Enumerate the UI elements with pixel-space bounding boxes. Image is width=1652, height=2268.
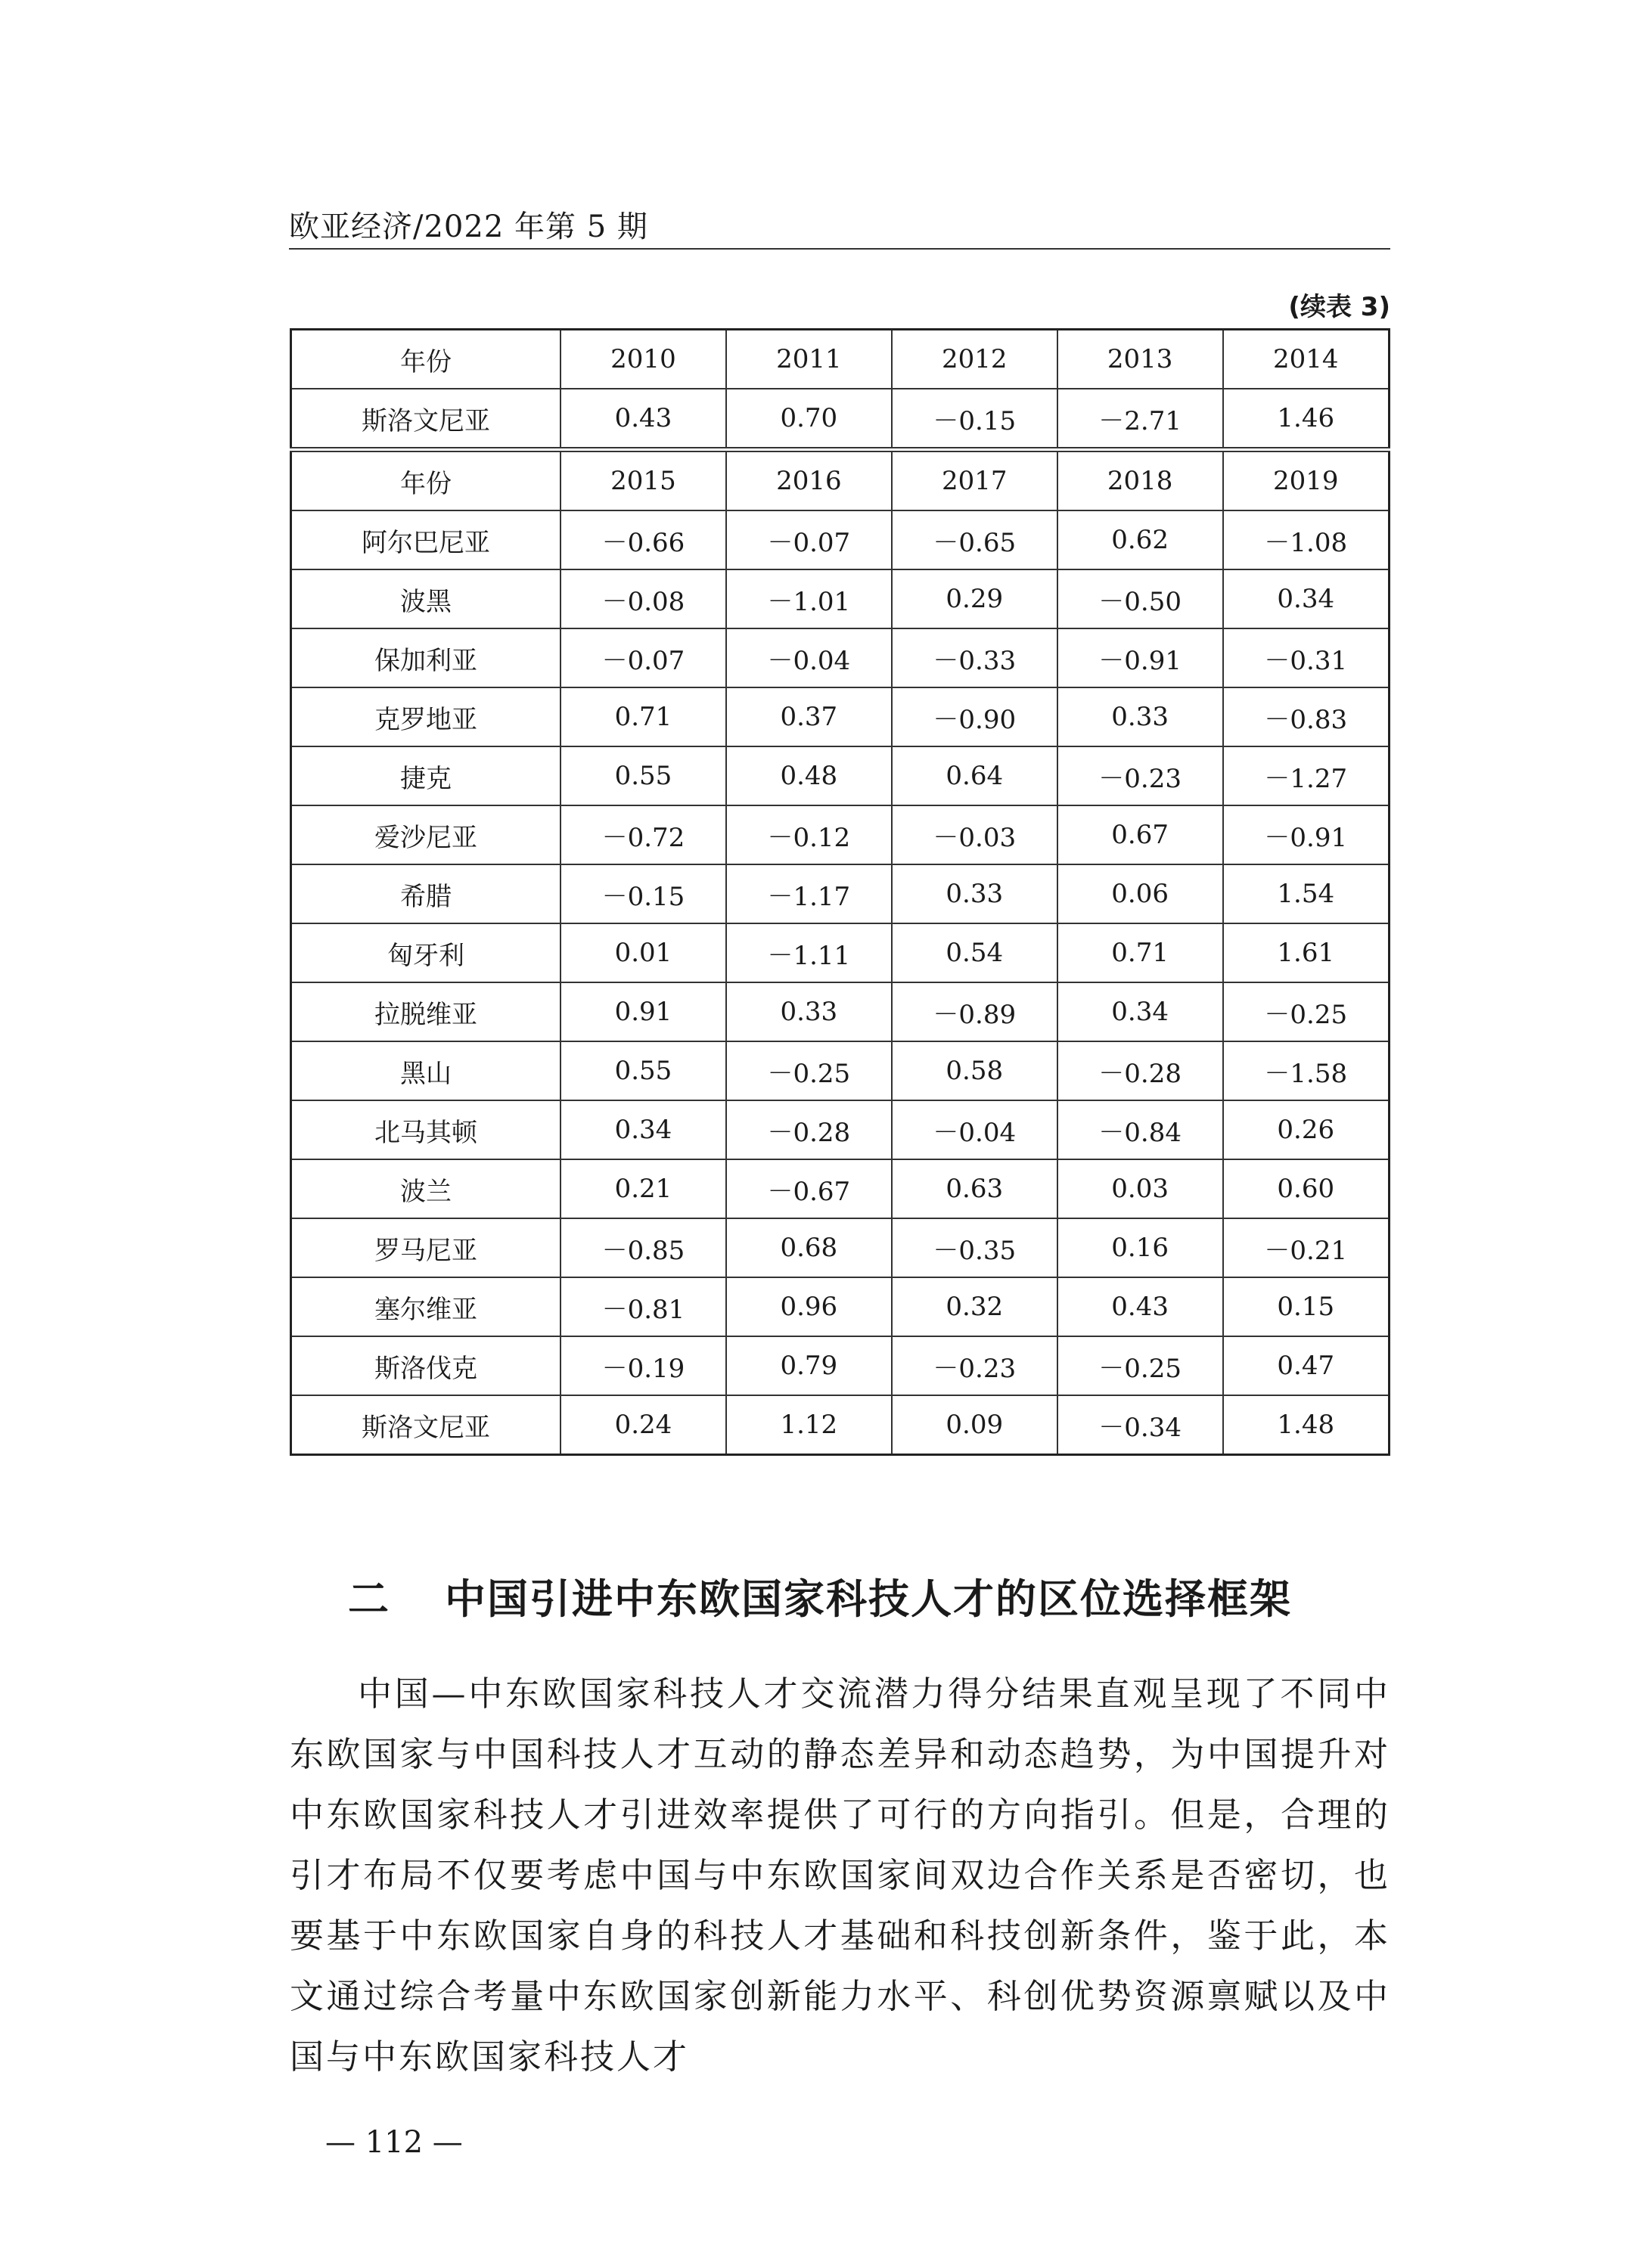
table-row <box>291 1041 1390 1100</box>
value-cell: －0.85 <box>560 1218 726 1277</box>
value-cell: 0.37 <box>726 687 892 746</box>
value-cell: 0.64 <box>892 746 1057 805</box>
value-cell: －0.65 <box>892 510 1057 569</box>
value-cell: －0.72 <box>560 805 726 864</box>
table-row <box>291 510 1390 569</box>
value-cell: －0.07 <box>560 628 726 687</box>
value-cell: 2012 <box>892 330 1057 389</box>
value-cell: 2017 <box>892 450 1057 511</box>
row-label-cell: 年份 <box>291 330 561 389</box>
value-cell: －1.17 <box>726 864 892 923</box>
value-cell: 0.70 <box>726 389 892 450</box>
value-cell: －1.08 <box>1223 510 1390 569</box>
value-cell: －0.34 <box>1057 1395 1223 1455</box>
value-cell: －0.81 <box>560 1277 726 1336</box>
table-row <box>291 1277 1390 1336</box>
value-cell: 1.46 <box>1223 389 1390 450</box>
value-cell: －0.25 <box>1223 982 1390 1041</box>
value-cell: －0.15 <box>560 864 726 923</box>
value-cell: 0.33 <box>726 982 892 1041</box>
value-cell: 0.71 <box>560 687 726 746</box>
value-cell: 2013 <box>1057 330 1223 389</box>
value-cell: －0.23 <box>892 1336 1057 1395</box>
value-cell: 0.16 <box>1057 1218 1223 1277</box>
value-cell: 0.33 <box>1057 687 1223 746</box>
row-label-cell: 斯洛文尼亚 <box>291 389 561 450</box>
row-label-cell: 保加利亚 <box>291 628 561 687</box>
value-cell: 2019 <box>1223 450 1390 511</box>
data-table <box>290 328 1390 1456</box>
row-label-cell: 斯洛伐克 <box>291 1336 561 1395</box>
value-cell: 0.21 <box>560 1159 726 1218</box>
value-cell: －0.07 <box>726 510 892 569</box>
value-cell: －0.08 <box>560 569 726 628</box>
table-row <box>291 805 1390 864</box>
value-cell: －0.91 <box>1057 628 1223 687</box>
row-label-cell: 罗马尼亚 <box>291 1218 561 1277</box>
value-cell: 0.60 <box>1223 1159 1390 1218</box>
value-cell: 1.61 <box>1223 923 1390 982</box>
value-cell: －0.33 <box>892 628 1057 687</box>
value-cell: 0.34 <box>560 1100 726 1159</box>
value-cell: －0.90 <box>892 687 1057 746</box>
value-cell: 0.55 <box>560 746 726 805</box>
section-number: 二 <box>348 1575 390 1623</box>
value-cell: 0.03 <box>1057 1159 1223 1218</box>
table-header-row <box>291 450 1390 511</box>
value-cell: 1.12 <box>726 1395 892 1455</box>
value-cell: 2014 <box>1223 330 1390 389</box>
value-cell: －0.66 <box>560 510 726 569</box>
value-cell: －1.58 <box>1223 1041 1390 1100</box>
row-label-cell: 匈牙利 <box>291 923 561 982</box>
value-cell: －1.01 <box>726 569 892 628</box>
value-cell: 0.54 <box>892 923 1057 982</box>
section-heading <box>348 1567 1292 1625</box>
value-cell: －0.91 <box>1223 805 1390 864</box>
value-cell: 0.79 <box>726 1336 892 1395</box>
row-label-cell: 克罗地亚 <box>291 687 561 746</box>
table-row <box>291 1395 1390 1455</box>
value-cell: －0.25 <box>726 1041 892 1100</box>
section-title: 中国引进中东欧国家科技人才的区位选择框架 <box>445 1575 1292 1623</box>
value-cell: 0.47 <box>1223 1336 1390 1395</box>
table-row <box>291 746 1390 805</box>
table-row <box>291 1159 1390 1218</box>
value-cell: －0.21 <box>1223 1218 1390 1277</box>
value-cell: 0.43 <box>560 389 726 450</box>
table-row <box>291 687 1390 746</box>
value-cell: －0.23 <box>1057 746 1223 805</box>
table-row <box>291 1218 1390 1277</box>
value-cell: 0.09 <box>892 1395 1057 1455</box>
value-cell: 0.01 <box>560 923 726 982</box>
value-cell: 2018 <box>1057 450 1223 511</box>
value-cell: －2.71 <box>1057 389 1223 450</box>
value-cell: 1.54 <box>1223 864 1390 923</box>
row-label-cell: 黑山 <box>291 1041 561 1100</box>
value-cell: 0.55 <box>560 1041 726 1100</box>
table-row <box>291 628 1390 687</box>
table-row <box>291 982 1390 1041</box>
value-cell: 0.26 <box>1223 1100 1390 1159</box>
value-cell: 0.34 <box>1057 982 1223 1041</box>
value-cell: 1.48 <box>1223 1395 1390 1455</box>
table-row <box>291 923 1390 982</box>
row-label-cell: 北马其顿 <box>291 1100 561 1159</box>
row-label-cell: 年份 <box>291 450 561 511</box>
body-paragraph: 中国—中东欧国家科技人才交流潜力得分结果直观呈现了不同中东欧国家与中国科技人才互动的静态差异和动态趋势，为中国提升对中东欧国家科技人才引进效率提供了可行的方向指引。但是，合理的引才布局不仅要考虑中国与中东欧国家间双边合作关系是否密切，也要基于中东欧国家自身的科技人才基础和科技创新条件，鉴于此，本文通过综合考量中东欧国家创新能力水平、科创优势资源禀赋以及中国与中东欧国家科技人才 <box>290 1674 1390 2077</box>
value-cell: －0.83 <box>1223 687 1390 746</box>
value-cell: 0.71 <box>1057 923 1223 982</box>
value-cell: －0.50 <box>1057 569 1223 628</box>
value-cell: 0.15 <box>1223 1277 1390 1336</box>
row-label-cell: 捷克 <box>291 746 561 805</box>
value-cell: －0.31 <box>1223 628 1390 687</box>
value-cell: －0.84 <box>1057 1100 1223 1159</box>
table-row <box>291 389 1390 450</box>
value-cell: 2015 <box>560 450 726 511</box>
value-cell: －0.12 <box>726 805 892 864</box>
value-cell: －0.28 <box>1057 1041 1223 1100</box>
value-cell: 0.68 <box>726 1218 892 1277</box>
value-cell: 0.33 <box>892 864 1057 923</box>
row-label-cell: 波兰 <box>291 1159 561 1218</box>
value-cell: 0.58 <box>892 1041 1057 1100</box>
row-label-cell: 斯洛文尼亚 <box>291 1395 561 1455</box>
value-cell: 0.43 <box>1057 1277 1223 1336</box>
value-cell: 2010 <box>560 330 726 389</box>
value-cell: －0.67 <box>726 1159 892 1218</box>
table-row <box>291 864 1390 923</box>
value-cell: －0.19 <box>560 1336 726 1395</box>
value-cell: －0.25 <box>1057 1336 1223 1395</box>
value-cell: －0.89 <box>892 982 1057 1041</box>
value-cell: －0.15 <box>892 389 1057 450</box>
running-header: 欧亚经济/2022 年第 5 期 <box>289 209 648 244</box>
value-cell: 0.06 <box>1057 864 1223 923</box>
header-rule <box>289 248 1390 250</box>
row-label-cell: 阿尔巴尼亚 <box>291 510 561 569</box>
row-label-cell: 拉脱维亚 <box>291 982 561 1041</box>
row-label-cell: 希腊 <box>291 864 561 923</box>
value-cell: 0.34 <box>1223 569 1390 628</box>
row-label-cell: 塞尔维亚 <box>291 1277 561 1336</box>
value-cell: 2011 <box>726 330 892 389</box>
value-cell: 0.67 <box>1057 805 1223 864</box>
row-label-cell: 爱沙尼亚 <box>291 805 561 864</box>
value-cell: 0.48 <box>726 746 892 805</box>
table-row <box>291 1100 1390 1159</box>
value-cell: 0.91 <box>560 982 726 1041</box>
table-row <box>291 569 1390 628</box>
value-cell: 0.62 <box>1057 510 1223 569</box>
table-body <box>291 330 1390 1455</box>
value-cell: 2016 <box>726 450 892 511</box>
value-cell: 0.32 <box>892 1277 1057 1336</box>
value-cell: －0.03 <box>892 805 1057 864</box>
value-cell: －0.04 <box>892 1100 1057 1159</box>
table-row <box>291 1336 1390 1395</box>
value-cell: 0.96 <box>726 1277 892 1336</box>
value-cell: －0.28 <box>726 1100 892 1159</box>
row-label-cell: 波黑 <box>291 569 561 628</box>
page-number: — 112 — <box>325 2125 463 2160</box>
value-cell: 0.29 <box>892 569 1057 628</box>
value-cell: －1.27 <box>1223 746 1390 805</box>
table-continuation-label: (续表 3) <box>1288 292 1390 322</box>
value-cell: －0.04 <box>726 628 892 687</box>
value-cell: 0.24 <box>560 1395 726 1455</box>
table-header-row <box>291 330 1390 389</box>
value-cell: 0.63 <box>892 1159 1057 1218</box>
value-cell: －0.35 <box>892 1218 1057 1277</box>
value-cell: －1.11 <box>726 923 892 982</box>
